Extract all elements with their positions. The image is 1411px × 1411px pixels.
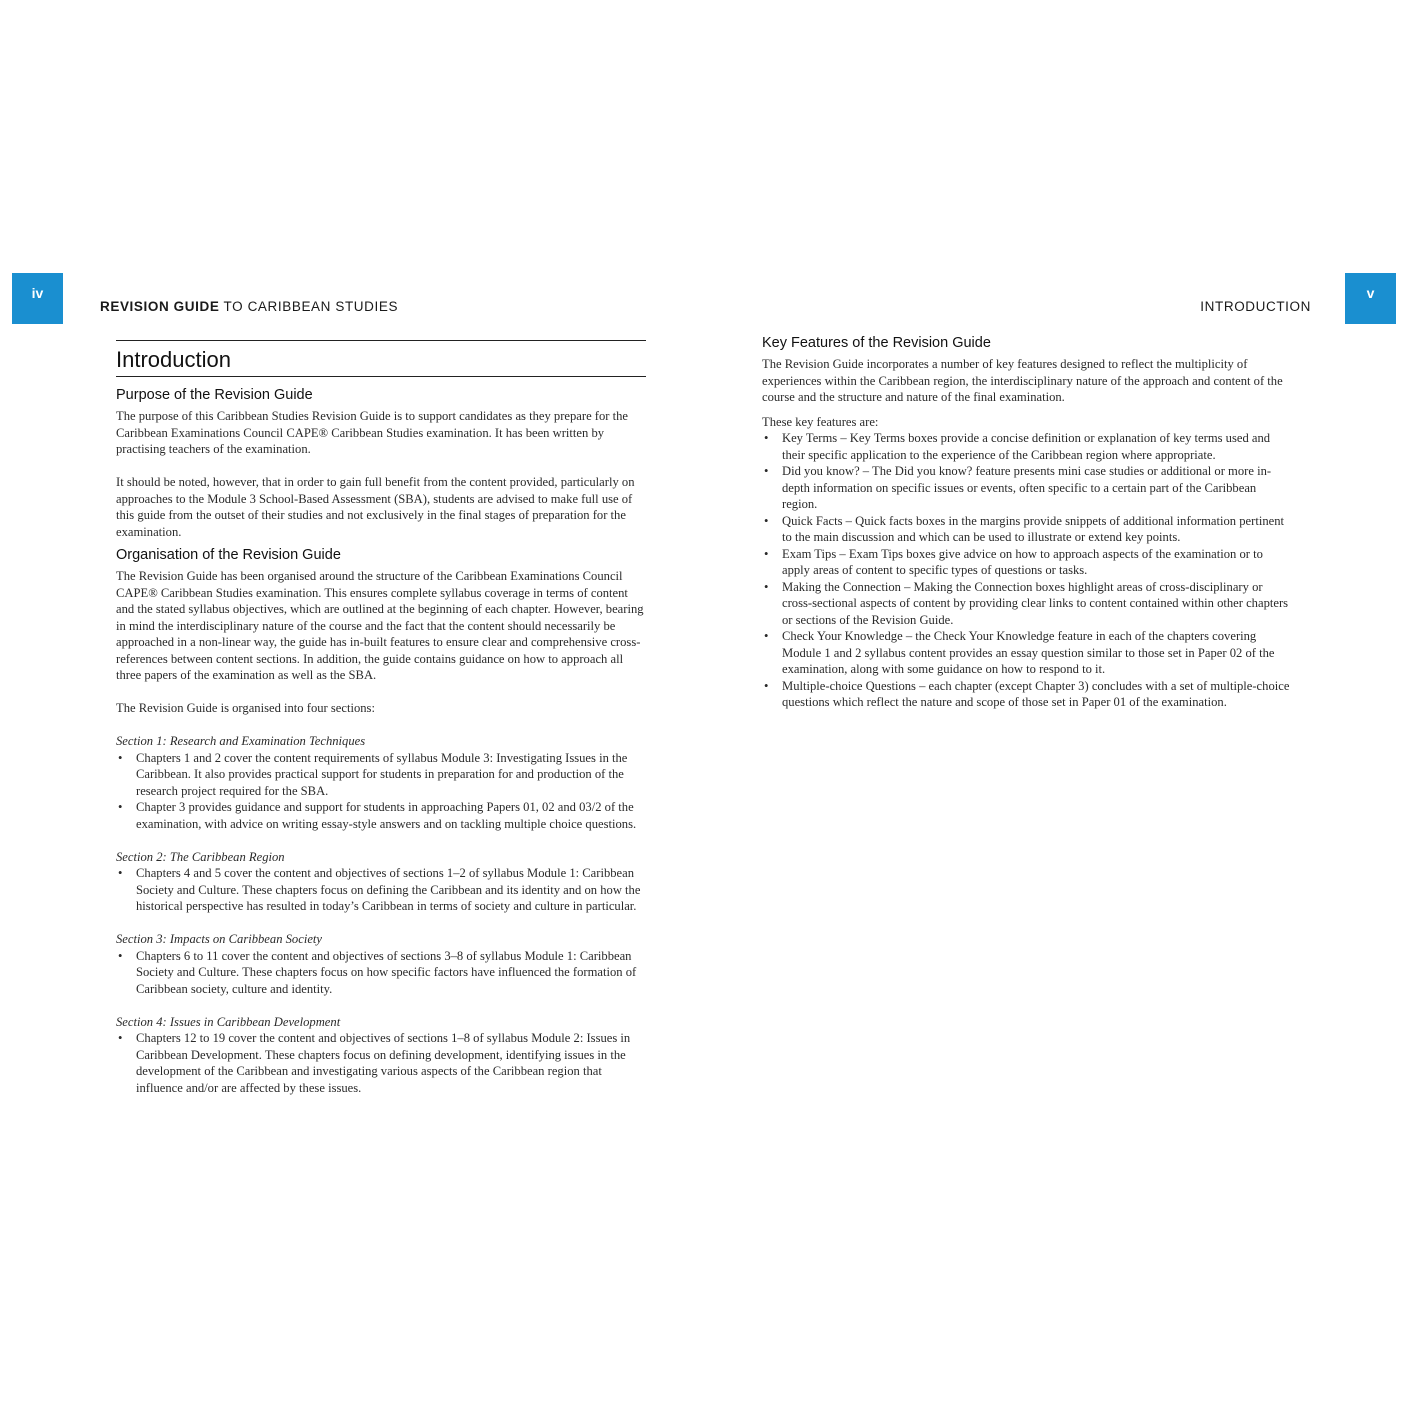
- page-number-right: v: [1366, 285, 1375, 301]
- page-title: Introduction: [116, 340, 646, 377]
- list-item: • Chapters 6 to 11 cover the content and objectives of sections 3–8 of syllabus Module 1: Caribbean Society and Culture. These chapters focus on how specific factors have influenced the formation of Caribbean society, culture and identity.: [116, 948, 646, 998]
- section-title: Section 1: Research and Examination Techniques: [116, 734, 366, 748]
- running-header-bold: REVISION GUIDE: [100, 299, 220, 314]
- key-features-intro: The Revision Guide incorporates a number of key features designed to reflect the multiplicity of experiences within the Caribbean region, the interdisciplinary nature of the approach and content of the course and the structure and nature of the final examination.: [762, 357, 1283, 404]
- left-page-body: [116, 340, 646, 1113]
- purpose-heading: Purpose of the Revision Guide: [116, 387, 313, 403]
- list-item: • Making the Connection – Making the Connection boxes highlight areas of cross-disciplinary or cross-sectional aspects of content by providing clear links to content contained within other chapters or sections of the Revision Guide.: [762, 579, 1294, 629]
- running-header-right: INTRODUCTION: [1200, 299, 1311, 314]
- list-item: • Chapter 3 provides guidance and support for students in approaching Papers 01, 02 and 03/2 of the examination, with advice on writing essay-style answers and on tackling multiple choice questions.: [116, 799, 646, 832]
- section-bullet-list: [116, 750, 646, 833]
- page-number-tab-right: [1345, 273, 1396, 324]
- list-item: • Quick Facts – Quick facts boxes in the margins provide snippets of additional information pertinent to the main discussion and which can be used to illustrate or extend key points.: [762, 513, 1294, 546]
- organisation-paragraph: The Revision Guide is organised into four sections:: [116, 701, 375, 715]
- section-title: Section 4: Issues in Caribbean Development: [116, 1014, 341, 1029]
- list-item: • Key Terms – Key Terms boxes provide a concise definition or explanation of key terms used and their specific application to the experience of the Caribbean region where appropriate.: [762, 430, 1294, 463]
- list-item: • Exam Tips – Exam Tips boxes give advice on how to approach aspects of the examination or to apply areas of content to specific types of questions or tasks.: [762, 546, 1294, 579]
- key-features-list: [762, 430, 1294, 711]
- list-item: • Chapters 4 and 5 cover the content and objectives of sections 1–2 of syllabus Module 1: Caribbean Society and Culture. These chapters focus on defining the Caribbean and its identity and on how the historical perspective has resulted in today’s Caribbean in terms of society and culture in particular.: [116, 865, 646, 915]
- running-header-rest: TO CARIBBEAN STUDIES: [219, 299, 399, 314]
- key-features-lead: These key features are:: [762, 414, 879, 429]
- page-number-left: iv: [31, 285, 44, 301]
- section-title: Section 3: Impacts on Caribbean Society: [116, 932, 323, 946]
- list-item: • Multiple-choice Questions – each chapter (except Chapter 3) concludes with a set of multiple-choice questions which reflect the nature and scope of those set in Paper 01 of the examination.: [762, 678, 1294, 711]
- purpose-paragraph: The purpose of this Caribbean Studies Revision Guide is to support candidates as they prepare for the Caribbean Examinations Council CAPE® Caribbean Studies examination. It has been written by practising teachers of the examination.: [116, 409, 629, 456]
- purpose-paragraph: It should be noted, however, that in order to gain full benefit from the content provided, particularly on approaches to the Module 3 School-Based Assessment (SBA), students are advised to make full use of this guide from the outset of their studies and not exclusively in the final stages of preparation for the examination.: [116, 475, 635, 539]
- page-number-tab-left: [12, 273, 63, 324]
- running-header-left: [100, 299, 398, 314]
- section-bullet-list: [116, 1030, 646, 1096]
- organisation-paragraph: The Revision Guide has been organised around the structure of the Caribbean Examinations Council CAPE® Caribbean Studies examination. This ensures complete syllabus coverage in terms of content and the stated syllabus objectives, which are outlined at the beginning of each chapter. However, bearing in mind the interdisciplinary nature of the course and the fact that the content should necessarily be approached in a non-linear way, the guide has in-built features to ensure clear and comprehensive cross-references between content sections. In addition, the guide contains guidance on how to approach all three papers of the examination as well as the SBA.: [116, 569, 644, 682]
- organisation-heading: Organisation of the Revision Guide: [116, 547, 341, 563]
- section-bullet-list: [116, 948, 646, 998]
- list-item: • Chapters 12 to 19 cover the content and objectives of sections 1–8 of syllabus Module 2: Issues in Caribbean Development. These chapters focus on defining development, identifying issues in the development of the Caribbean and investigating various aspects of the Caribbean region that influence and/or are affected by these issues.: [116, 1030, 646, 1096]
- list-item: • Check Your Knowledge – the Check Your Knowledge feature in each of the chapters covering Module 1 and 2 syllabus content provides an essay question similar to those set in Paper 02 of the examination, along with some guidance on how to respond to it.: [762, 628, 1294, 678]
- right-page-body: [762, 334, 1294, 727]
- list-item: • Chapters 1 and 2 cover the content requirements of syllabus Module 3: Investigating Issues in the Caribbean. It also provides practical support for students in preparation for and production of the research project required for the SBA.: [116, 750, 646, 800]
- section-title: Section 2: The Caribbean Region: [116, 849, 285, 864]
- key-features-heading: Key Features of the Revision Guide: [762, 335, 991, 351]
- section-bullet-list: [116, 865, 646, 915]
- list-item: • Did you know? – The Did you know? feature presents mini case studies or additional or more in-depth information on specific issues or events, often specific to a certain part of the Caribbean region.: [762, 463, 1294, 513]
